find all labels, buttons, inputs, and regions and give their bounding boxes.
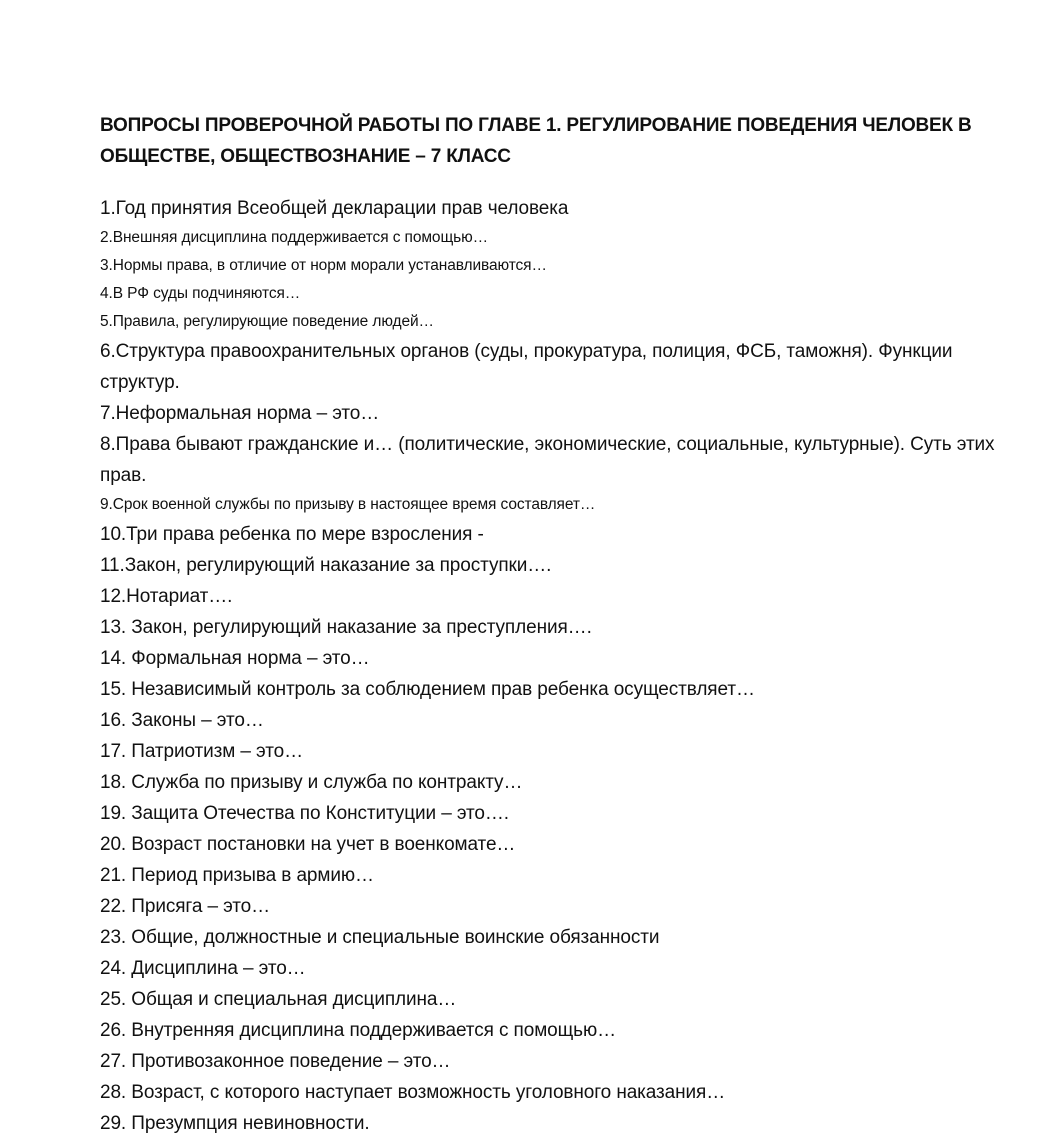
question-item: 8.Права бывают гражданские и… (политические, экономические, социальные, культурные). Суть этих прав. <box>100 434 995 486</box>
question-item: 6.Структура правоохранительных органов (суды, прокуратура, полиция, ФСБ, таможня). Функции структур. <box>100 341 953 393</box>
question-item: 17. Патриотизм – это… <box>100 741 303 762</box>
question-item: 15. Независимый контроль за соблюдением прав ребенка осуществляет… <box>100 679 755 700</box>
question-item: 9.Срок военной службы по призыву в настоящее время составляет… <box>100 496 596 513</box>
question-item: 20. Возраст постановки на учет в военкомате… <box>100 834 516 855</box>
question-item: 28. Возраст, с которого наступает возможность уголовного наказания… <box>100 1082 726 1103</box>
question-item: 10.Три права ребенка по мере взросления - <box>100 524 484 545</box>
question-item: 27. Противозаконное поведение – это… <box>100 1051 451 1072</box>
question-item: 23. Общие, должностные и специальные воинские обязанности <box>100 927 660 948</box>
question-item: 29. Презумпция невиновности. <box>100 1113 370 1134</box>
question-item: 4.В РФ суды подчиняются… <box>100 285 301 302</box>
question-item: 18. Служба по призыву и служба по контракту… <box>100 772 523 793</box>
question-item: 12.Нотариат…. <box>100 586 233 607</box>
question-item: 25. Общая и специальная дисциплина… <box>100 989 457 1010</box>
question-item: 7.Неформальная норма – это… <box>100 403 380 424</box>
question-item: 5.Правила, регулирующие поведение людей… <box>100 313 434 330</box>
question-item: 1.Год принятия Всеобщей декларации прав человека <box>100 198 569 219</box>
question-item: 21. Период призыва в армию… <box>100 865 374 886</box>
question-item: 26. Внутренняя дисциплина поддерживается с помощью… <box>100 1020 617 1041</box>
question-item: 14. Формальная норма – это… <box>100 648 370 669</box>
question-item: 3.Нормы права, в отличие от норм морали устанавливаются… <box>100 257 547 274</box>
question-item: 11.Закон, регулирующий наказание за проступки…. <box>100 555 552 576</box>
question-item: 16. Законы – это… <box>100 710 264 731</box>
question-list <box>100 193 1030 1139</box>
document-page <box>100 110 1030 1139</box>
question-item: 13. Закон, регулирующий наказание за преступления…. <box>100 617 592 638</box>
document-title: ВОПРОСЫ ПРОВЕРОЧНОЙ РАБОТЫ ПО ГЛАВЕ 1. РЕГУЛИРОВАНИЕ ПОВЕДЕНИЯ ЧЕЛОВЕК В ОБЩЕСТВЕ, ОБЩЕСТВОЗНАНИЕ – 7 КЛАСС <box>100 115 972 167</box>
question-item: 22. Присяга – это… <box>100 896 271 917</box>
question-item: 24. Дисциплина – это… <box>100 958 306 979</box>
question-item: 2.Внешняя дисциплина поддерживается с помощью… <box>100 229 488 246</box>
question-item: 19. Защита Отечества по Конституции – это…. <box>100 803 509 824</box>
